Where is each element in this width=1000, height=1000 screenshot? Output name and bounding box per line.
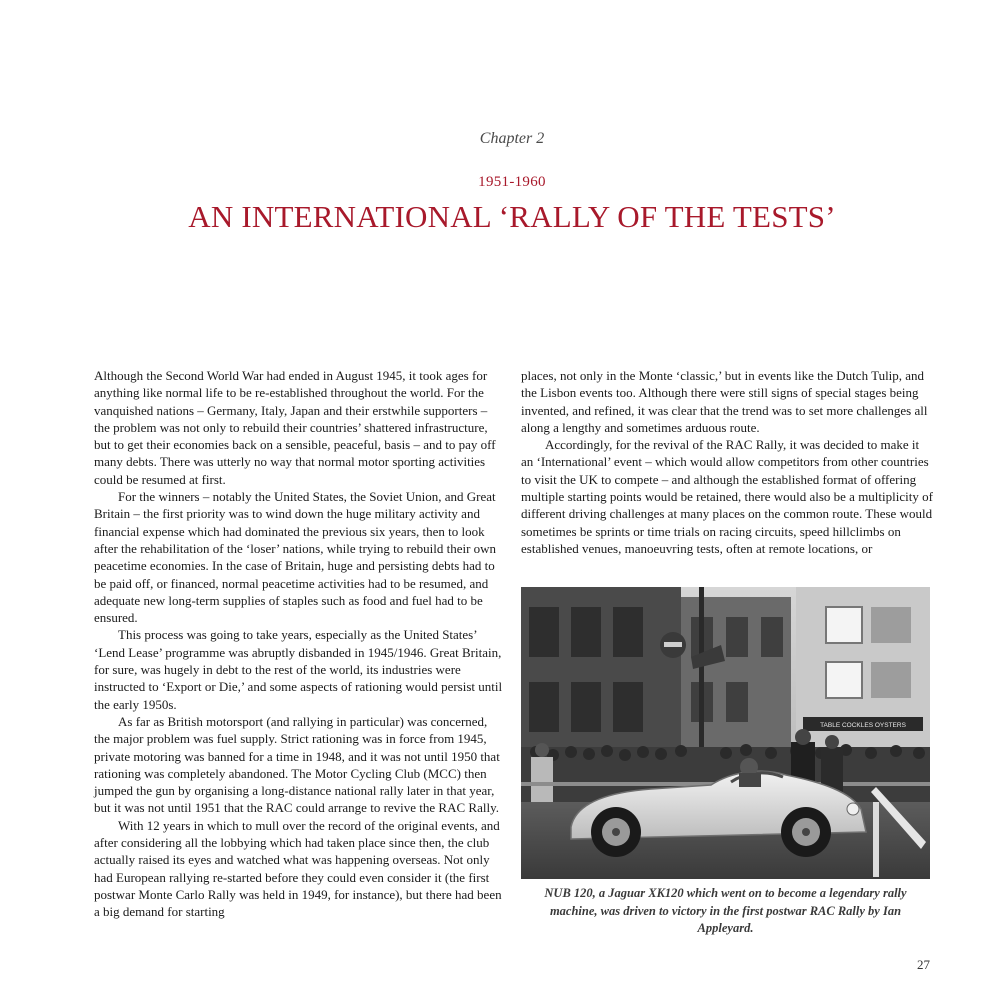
chapter-years: 1951-1960 <box>478 174 546 190</box>
photo-caption: NUB 120, a Jaguar XK120 which went on to become a legendary rally machine, was driven to victory in the first postwar RAC Rally by Ian Appleyard. <box>544 886 907 935</box>
paragraph: Although the Second World War had ended in August 1945, it took ages for anything like normal life to be re-established throughout the world. For the vanquished nations – Germany, Italy, Japan and their erstwhile supporters – the problem was not only to rebuild their countries’ shattered infrastructure, but to get their economies back on a sensible, peaceful, basis – and to pay off many debts. There was utterly no way that normal motor sporting activities could be resumed at first. <box>94 368 496 487</box>
rally-photo <box>521 587 930 879</box>
left-column <box>94 367 506 921</box>
paragraph: places, not only in the Monte ‘classic,’ but in events like the Dutch Tulip, and the Lisbon events too. Although there were still signs of special stages being invented, and refined, it was clear that the trend was to set more challenges all along a lengthy and sometimes arduous route. <box>521 368 928 435</box>
chapter-label: Chapter 2 <box>479 130 545 147</box>
paragraph: For the winners – notably the United States, the Soviet Union, and Great Britain – the first priority was to wind down the huge military activity and financial expense which had dominated the previous six years, then to look after the rehabilitation of the ‘loser’ nations, while trying to rebuild their own peacetime economies. In the case of Britain, huge and persisting debts had to be paid off, or financed, normal peacetime activities had to be resumed, and adequate new long-term supplies of staples such as food and fuel had to be ensured. <box>94 489 497 626</box>
paragraph: Accordingly, for the revival of the RAC Rally, it was decided to make it an ‘International’ event – which would allow competitors from other countries to visit the UK to compete – and although the established format of offering multiple starting points would be retained, there would also be a multiplicity of different driving challenges at many places on the common route. These would sometimes be sprints or time trials on racing circuits, speed hillclimbs on established venues, manoeuvring tests, often at remote locations, or <box>521 437 933 556</box>
paragraph: As far as British motorsport (and rallying in particular) was concerned, the major problem was fuel supply. Strict rationing was in force from 1945, private motoring was banned for a time in 1948, and it was not until 1950 that rationing was completely abandoned. The Motor Cycling Club (MCC) then jumped the gun by organising a long-distance national rally later in that year, but it was not until 1951 that the RAC could arrange to revive the RAC Rally. <box>94 713 500 816</box>
page-number: 27 <box>917 957 930 972</box>
right-column <box>521 367 933 557</box>
chapter-title: AN INTERNATIONAL ‘RALLY OF THE TESTS’ <box>188 199 836 234</box>
shop-sign-text: TABLE COCKLES OYSTERS <box>820 722 906 729</box>
paragraph: This process was going to take years, especially as the United States’ ‘Lend Lease’ programme was abruptly disbanded in 1945/1946. Great Britain, for sure, was hugely in debt to the rest of the world, its industries were instructed to ‘Export or Die,’ and some aspects of rationing would persist until the early 1950s. <box>94 627 503 712</box>
paragraph: With 12 years in which to mull over the record of the original events, and after considering all the lobbying which had taken place since then, the club actually raised its eyes and watched what was happening overseas. Not only had European rallying re-started before they could even consider it (the first postwar Monte Carlo Rally was held in 1949, for instance), but there had been a big demand for starting <box>94 817 502 920</box>
